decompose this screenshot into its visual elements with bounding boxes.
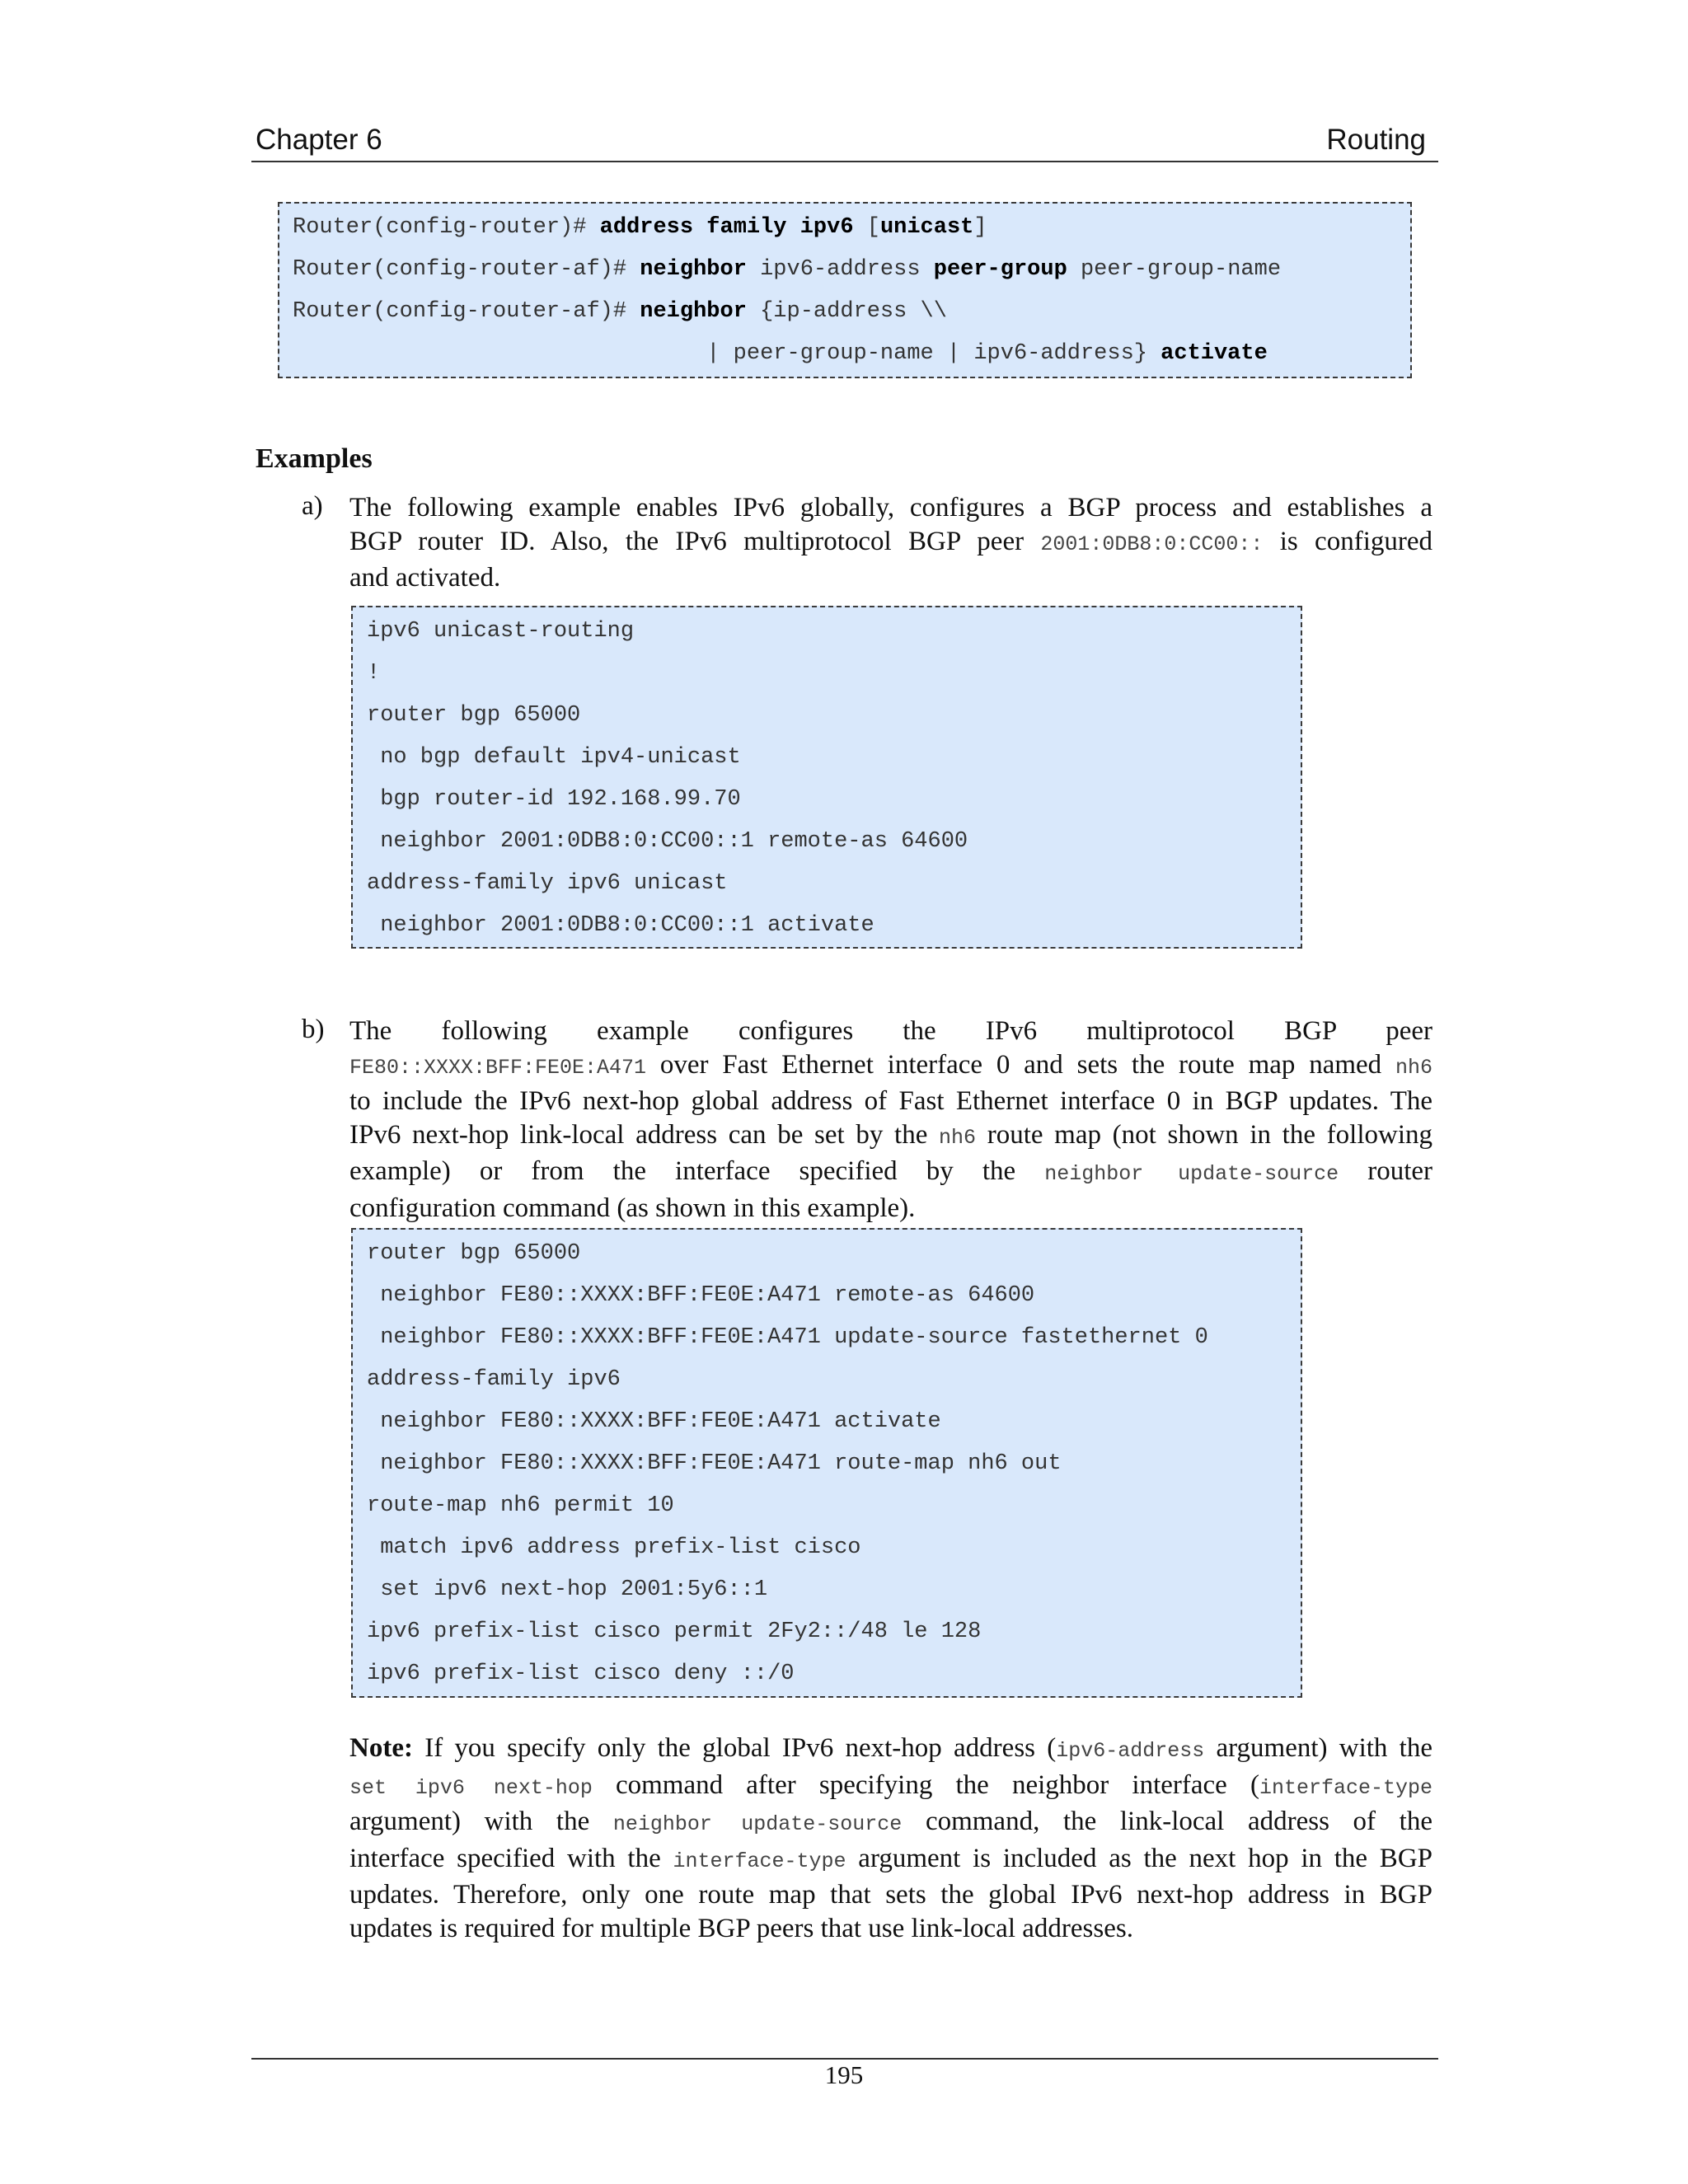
syntax-line-1: Router(config-router)# address family ipv6 [unicast] [293,215,987,240]
example-a-line-3: and activated. [349,563,501,593]
example-b-line-3: to include the IPv6 next-hop global address of Fast Ethernet interface 0 in BGP updates. The [349,1086,1432,1116]
code-line: neighbor FE80::XXXX:BFF:FE0E:A471 activate [367,1409,941,1434]
example-b-line-5: example) or from the interface specified by the neighbor update-source router [349,1156,1433,1186]
code-line: neighbor FE80::XXXX:BFF:FE0E:A471 update-source fastethernet 0 [367,1325,1208,1350]
code-line: ipv6 prefix-list cisco permit 2Fy2::/48 le 128 [367,1619,982,1644]
page-number: 195 [824,2060,864,2089]
note-line-6: updates is required for multiple BGP peers that use link-local addresses. [349,1913,1133,1943]
code-line: ipv6 unicast-routing [367,619,635,644]
syntax-line-3: Router(config-router-af)# neighbor {ip-address \\ [293,299,947,324]
note-line-2: set ipv6 next-hop command after specifying the neighbor interface (interface-type [349,1769,1432,1800]
note-line-5: updates. Therefore, only one route map that sets the global IPv6 next-hop address in BGP [349,1880,1432,1910]
note-line-4: interface specified with the interface-type argument is included as the next hop in the BGP [349,1843,1433,1873]
syntax-line-2: Router(config-router-af)# neighbor ipv6-address peer-group peer-group-name [293,257,1282,282]
code-line: neighbor FE80::XXXX:BFF:FE0E:A471 remote-as 64600 [367,1283,1035,1308]
code-line: no bgp default ipv4-unicast [367,745,741,770]
example-a-text [349,491,1432,595]
example-b-line-2: FE80::XXXX:BFF:FE0E:A471 over Fast Ethernet interface 0 and sets the route map named nh6 [349,1049,1432,1080]
example-b-line-1: The following example configures the IPv6 multiprotocol BGP peer [349,1016,1432,1046]
header-rule [251,161,1438,162]
footer-rule [251,2058,1438,2060]
code-line: neighbor FE80::XXXX:BFF:FE0E:A471 route-map nh6 out [367,1451,1062,1476]
syntax-line-4: | peer-group-name | ipv6-address} activate [293,341,1268,366]
example-b-line-6: configuration command (as shown in this example). [349,1193,916,1223]
code-line: bgp router-id 192.168.99.70 [367,787,741,812]
code-line: address-family ipv6 [367,1367,621,1392]
example-a-line-2: BGP router ID. Also, the IPv6 multiprotocol BGP peer 2001:0DB8:0:CC00:: is configured [349,526,1432,556]
note-paragraph [349,1732,1432,1945]
example-a-label: a) [302,491,323,521]
note-label: Note: [349,1733,413,1763]
code-line: set ipv6 next-hop 2001:5y6::1 [367,1577,768,1602]
example-a-line-1: The following example enables IPv6 globally, configures a BGP process and establishes a [349,493,1432,523]
example-a-code-block [351,606,1302,949]
example-b-line-4: IPv6 next-hop link-local address can be set by the nh6 route map (not shown in the following [349,1119,1432,1150]
example-b-code-block [351,1228,1302,1698]
inline-code: 2001:0DB8:0:CC00:: [1040,532,1264,556]
example-b-label: b) [302,1015,325,1044]
code-line: router bgp 65000 [367,703,581,728]
code-line: ipv6 prefix-list cisco deny ::/0 [367,1661,795,1686]
code-line: route-map nh6 permit 10 [367,1493,674,1518]
section-label: Routing [1326,124,1426,156]
note-line-1: Note: If you specify only the global IPv6 next-hop address (ipv6-address argument) with the [349,1733,1432,1763]
examples-heading: Examples [256,443,373,474]
example-b-text [349,1015,1432,1225]
syntax-code-block [278,202,1412,378]
code-line: ! [367,661,381,686]
code-line: neighbor 2001:0DB8:0:CC00::1 activate [367,913,874,938]
note-line-3: argument) with the neighbor update-source command, the link-local address of the [349,1807,1432,1836]
code-line: neighbor 2001:0DB8:0:CC00::1 remote-as 64600 [367,829,968,854]
code-line: router bgp 65000 [367,1241,581,1266]
code-line: match ipv6 address prefix-list cisco [367,1535,861,1560]
code-line: address-family ipv6 unicast [367,871,728,896]
chapter-label: Chapter 6 [256,124,382,156]
